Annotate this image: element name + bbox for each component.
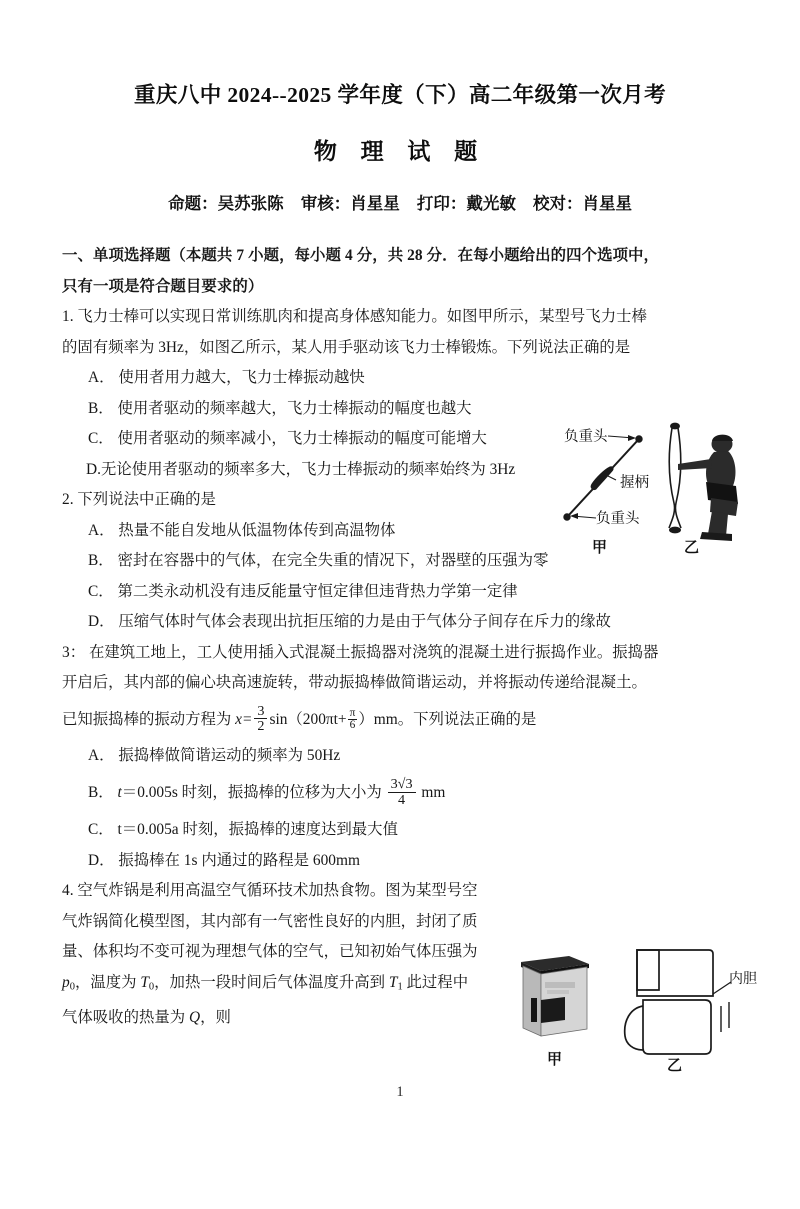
section-heading-line-2: 只有一项是符合题目要求的） — [62, 278, 264, 295]
page-number: 1 — [396, 1084, 404, 1100]
question-3-stem-line-1: 3： 在建筑工地上，工人使用插入式混凝土振捣器对浇筑的混凝土进行振捣作业。振捣器 — [62, 643, 659, 661]
question-3-option-b-text: ＝0.005s 时刻，振捣棒的位移为大小为 — [121, 784, 386, 801]
proofreader-label: 校对： — [532, 194, 583, 213]
question-2-number: 2. — [62, 491, 74, 508]
fly-rod-caption-yi: 乙 — [684, 540, 700, 556]
question-4-number: 4. — [62, 882, 74, 899]
equation-variable-x: x= — [235, 710, 253, 728]
proofreader-value: 肖星星 — [582, 194, 632, 213]
reviewer-value: 肖星星 — [350, 194, 400, 213]
person-silhouette — [678, 435, 738, 541]
fly-rod-caption-jia: 甲 — [592, 540, 608, 556]
equation-amplitude-fraction: $\frac{3}{2}$ — [254, 704, 267, 734]
question-4-stem-line-2: 气炸锅简化模型图，其内部有一气密性良好的内胆，封闭了质 — [62, 912, 478, 930]
question-1-number: 1. — [62, 308, 74, 325]
fly-rod-label-bottom: 负重头 — [596, 511, 640, 527]
question-3-equation-line: 已知振捣棒的振动方程为 x= $\frac{3}{2}$ sin（200πt+ $\frac{\pi}{6}$ ）mm。下列说法正确的是 — [62, 702, 537, 735]
question-4-stem-line-4: $p_0$，温度为 $T_0$，加热一段时间后气体温度升高到 $T_1$ 此过程中 — [62, 973, 469, 993]
fly-rod-person-diagram — [669, 423, 738, 541]
air-fryer-inner-pot-label: 内胆 — [729, 972, 757, 987]
subject-title: 物 理 试 题 — [313, 139, 487, 164]
section-heading-line-1: 一、单项选择题（本题共 7 小题，每小题 4 分，共 28 分．在每小题给出的四个选项中， — [62, 247, 660, 264]
equation-phase-fraction: $\frac{\pi}{6}$ — [349, 706, 356, 732]
question-4-stem-line-3: 量、体积均不变可视为理想气体的空气，已知初始气体压强为 — [62, 943, 478, 960]
question-3-option-d: D． 振捣棒在 1s 内通过的路程是 600mm — [88, 851, 360, 869]
exam-body — [0, 240, 800, 1033]
reviewer-label: 审核： — [300, 194, 351, 213]
fly-rod-label-top: 负重头 — [564, 429, 608, 445]
air-fryer-caption-jia: 甲 — [547, 1052, 563, 1068]
credits-line — [0, 190, 800, 214]
printer-value: 戴光敏 — [466, 194, 516, 213]
question-3-stem-line-2: 开启后，其内部的偏心块高速旋转，带动振捣棒做简谐运动，并将振动传递给混凝土。 — [62, 674, 647, 691]
air-fryer-photo — [521, 956, 589, 1036]
question-3-option-c: C． t＝0.005a 时刻，振捣棒的速度达到最大值 — [88, 821, 398, 838]
page-title: 重庆八中 2024--2025 学年度（下）高二年级第一次月考 — [134, 83, 666, 107]
figure-air-fryer — [497, 944, 765, 1072]
question-2-option-b: B． 密封在容器中的气体，在完全失重的情况下，对器壁的压强为零 — [88, 552, 549, 569]
question-1-option-a: A． 使用者用力越大，飞力士棒振动越快 — [88, 369, 365, 386]
question-1-stem-line-2: 的固有频率为 3Hz，如图乙所示，某人用手驱动该飞力士棒锻炼。下列说法正确的是 — [62, 338, 631, 356]
question-1-stem-line-1: 1. 飞力士棒可以实现日常训练肌肉和提高身体感知能力。如图甲所示，某型号飞力士棒 — [62, 308, 647, 325]
printer-label: 打印： — [416, 194, 467, 213]
question-2-option-d: D． 压缩气体时气体会表现出抗拒压缩的力是由于气体分子间存在斥力的缘故 — [88, 613, 611, 630]
question-1-option-c: C． 使用者驱动的频率减小，飞力士棒振动的幅度可能增大 — [88, 430, 487, 447]
question-2-stem-line-1: 2. 下列说法中正确的是 — [62, 491, 216, 508]
question-3-option-a: A． 振捣棒做简谐运动的频率为 50Hz — [88, 746, 341, 764]
author-value: 吴苏张陈 — [217, 194, 284, 213]
air-fryer-schematic — [625, 950, 731, 1054]
question-1-option-b: B． 使用者驱动的频率越大，飞力士棒振动的幅度也越大 — [88, 399, 472, 417]
question-3-option-b: B． t＝0.005s 时刻，振捣棒的位移为大小为 $\frac{3√3}{4}$ mm — [88, 776, 446, 808]
author-label: 命题： — [168, 194, 218, 213]
question-1-option-d: D.无论使用者驱动的频率多大，飞力士棒振动的频率始终为 3Hz — [86, 460, 516, 478]
question-2-option-a: A． 热量不能自发地从低温物体传到高温物体 — [88, 521, 396, 539]
exam-page — [0, 78, 800, 1209]
figure-fly-rod — [556, 408, 756, 558]
question-3-option-b-fraction: $\frac{3√3}{4}$ — [388, 777, 416, 807]
question-4-stem-line-1: 4. 空气炸锅是利用高温空气循环技术加热食物。图为某型号空 — [62, 882, 478, 899]
question-3-number: 3： — [62, 643, 86, 661]
question-2-option-c: C． 第二类永动机没有违反能量守恒定律但违背热力学第一定律 — [88, 582, 518, 600]
air-fryer-caption-yi: 乙 — [667, 1058, 683, 1074]
air-fryer-svg — [497, 944, 765, 1072]
question-4-stem-line-5: 气体吸收的热量为 Q，则 — [62, 1008, 231, 1026]
fly-rod-label-handle: 握柄 — [620, 475, 649, 491]
